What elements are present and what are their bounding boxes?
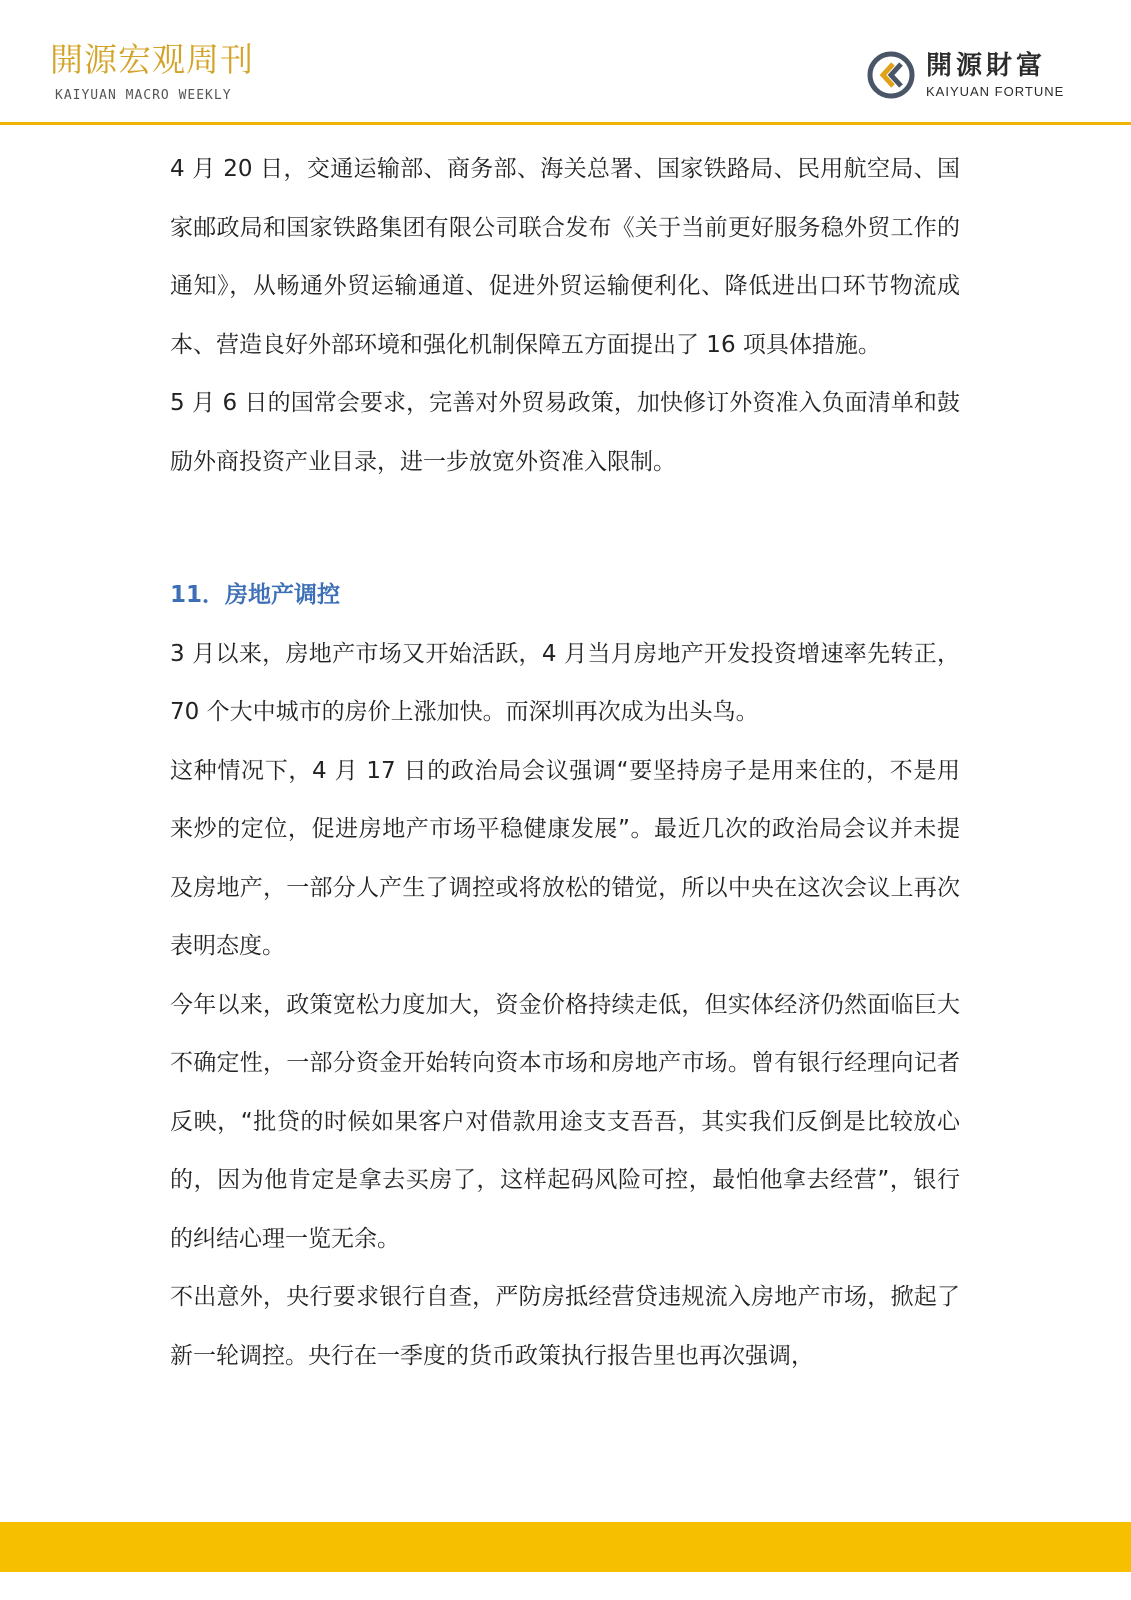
- article-body: [170, 140, 960, 1385]
- publication-subtitle: KAIYUAN MACRO WEEKLY: [55, 88, 232, 103]
- paragraph: 不出意外，央行要求银行自查，严防房抵经营贷违规流入房地产市场，掀起了新一轮调控。央行在一季度的货币政策执行报告里也再次强调，: [170, 1284, 960, 1369]
- section-heading: 11．房地产调控: [170, 582, 341, 608]
- company-logo: [866, 50, 1096, 106]
- paragraph: 今年以来，政策宽松力度加大，资金价格持续走低，但实体经济仍然面临巨大不确定性，一部分资金开始转向资本市场和房地产市场。曾有银行经理向记者反映，“批贷的时候如果客户对借款用途支支吾吾，其实我们反倒是比较放心的，因为他肯定是拿去买房了，这样起码风险可控，最怕他拿去经营”，银行的纠结心理一览无余。: [170, 991, 960, 1252]
- paragraph: 4 月 20 日，交通运输部、商务部、海关总署、国家铁路局、民用航空局、国家邮政局和国家铁路集团有限公司联合发布《关于当前更好服务稳外贸工作的通知》，从畅通外贸运输通道、促进外贸运输便利化、降低进出口环节物流成本、营造良好外部环境和强化机制保障五方面提出了 16 项具体措施。: [170, 156, 960, 358]
- company-name-en: KAIYUAN FORTUNE: [926, 84, 1065, 99]
- header-divider: [0, 122, 1131, 125]
- footer-bar: [0, 1522, 1131, 1572]
- paragraph: 3 月以来，房地产市场又开始活跃，4 月当月房地产开发投资增速率先转正，70 个大中城市的房价上涨加快。而深圳再次成为出头鸟。: [170, 640, 960, 725]
- page-header: [0, 0, 1131, 124]
- paragraph: 这种情况下，4 月 17 日的政治局会议强调“要坚持房子是用来住的，不是用来炒的定位，促进房地产市场平稳健康发展”。最近几次的政治局会议并未提及房地产，一部分人产生了调控或将放松的错觉，所以中央在这次会议上再次表明态度。: [170, 757, 960, 959]
- publication-title: 開源宏观周刊: [50, 40, 254, 79]
- kaiyuan-logo-icon: [866, 50, 916, 100]
- company-name-cn: 開源財富: [926, 51, 1047, 81]
- paragraph: 5 月 6 日的国常会要求，完善对外贸易政策，加快修订外资准入负面清单和鼓励外商投资产业目录，进一步放宽外资准入限制。: [170, 390, 960, 475]
